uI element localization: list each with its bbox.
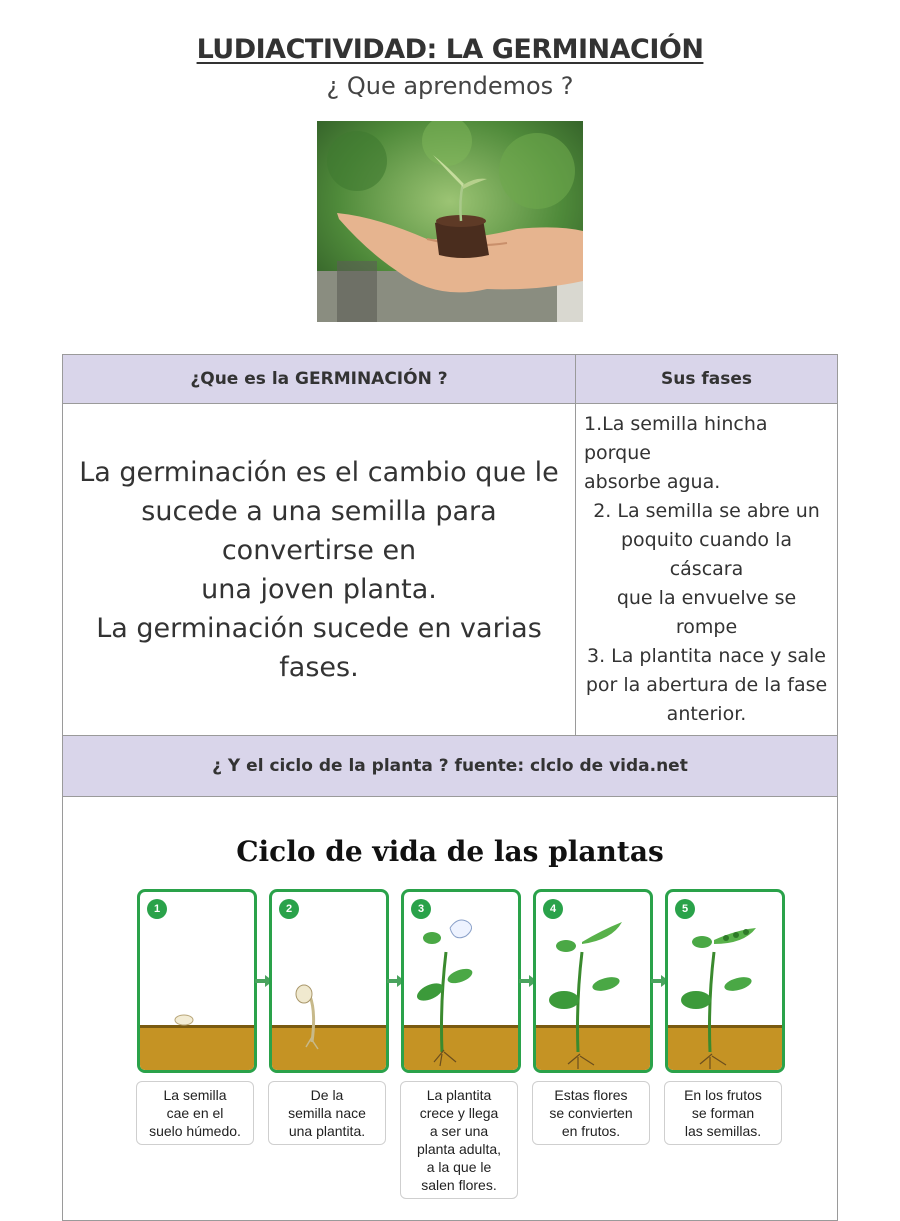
step-caption-5: En los frutos se forman las semillas. [664,1081,782,1145]
definition-text: La germinación es el cambio que le sucede a una semilla para convertirse en una joven planta. La germinación sucede en varias fases. [63,404,576,736]
definition-header: ¿Que es la GERMINACIÓN ? [63,355,576,404]
cycle-panel-2 [269,889,389,1073]
cycle-panel-1 [137,889,257,1073]
cycle-panel-5 [665,889,785,1073]
phases-header: Sus fases [576,355,838,404]
step-caption-3: La plantita crece y llega a ser una planta adulta, a la que le salen flores. [400,1081,518,1199]
step-number-4: 4 [543,899,563,919]
cycle-panel-3 [401,889,521,1073]
step-number-1: 1 [147,899,167,919]
life-cycle-diagram [63,797,838,1221]
cycle-header: ¿ Y el ciclo de la planta ? fuente: clclo de vida.net [63,736,838,797]
step-number-3: 3 [411,899,431,919]
seed-pod-plant-icon [668,892,782,1070]
cycle-title: Ciclo de vida de las plantas [236,835,664,868]
page-title: LUDIACTIVIDAD: LA GERMINACIÓN [196,34,704,65]
flowering-plant-icon [404,892,518,1070]
step-number-5: 5 [675,899,695,919]
seedling-in-hand-photo [317,121,583,322]
germination-table [62,354,838,1221]
sprouting-seed-icon [272,892,386,1070]
step-caption-2: De la semilla nace una plantita. [268,1081,386,1145]
fruiting-plant-icon [536,892,650,1070]
step-number-2: 2 [279,899,299,919]
step-caption-4: Estas flores se convierten en frutos. [532,1081,650,1145]
seed-icon [140,892,254,1070]
phases-text: 1.La semilla hincha porque absorbe agua. 2. La semilla se abre un poquito cuando la cáscara que la envuelve se rompe 3. La plantita nace y sale por la abertura de la fase anterior. [576,404,838,736]
page-subtitle: ¿ Que aprendemos ? [326,72,574,100]
cycle-panel-4 [533,889,653,1073]
step-caption-1: La semilla cae en el suelo húmedo. [136,1081,254,1145]
